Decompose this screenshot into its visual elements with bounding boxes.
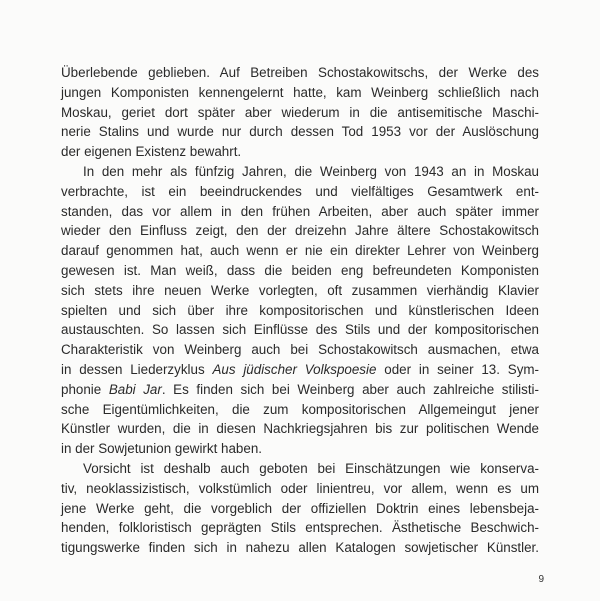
text-line: standen, das vor allem in den frühen Arbeiten, aber auch später immer: [61, 203, 539, 219]
text-line: Künstler wurden, die in diesen Nachkriegsjahren bis zur politischen Wende: [61, 421, 539, 437]
text-line: jene Werke geht, die vorgeblich der offiziellen Doktrin eines lebensbeja-: [61, 500, 539, 516]
body-text: [61, 63, 539, 558]
text-line: Überlebende geblieben. Auf Betreiben Schostakowitschs, der Werke des: [61, 65, 539, 80]
text-line: In den mehr als fünfzig Jahren, die Weinberg von 1943 an in Moskau: [83, 163, 539, 179]
text-line: der eigenen Existenz bewahrt.: [61, 144, 242, 160]
text-line: [61, 360, 539, 380]
text-line: henden, folkloristisch geprägten Stils entsprechen. Ästhetische Beschwich-: [61, 520, 539, 536]
text-line: nerie Stalins und wurde nur durch dessen Tod 1953 vor der Auslöschung: [61, 124, 539, 140]
text-fragment: . Es finden sich bei Weinberg aber auch zahlreiche stilisti-: [161, 381, 539, 397]
text-line: darauf genommen hat, auch wenn er nie ein direkter Lehrer von Weinberg: [61, 243, 539, 259]
text-line: Moskau, geriet dort später aber wiederum in die antisemitische Maschi-: [61, 104, 539, 120]
text-line: spielten und sich über ihre kompositorischen und künstlerischen Ideen: [61, 302, 539, 318]
text-line: austauschten. So lassen sich Einflüsse des Stils und der kompositorischen: [61, 322, 539, 338]
text-line: sche Eigentümlichkeiten, die zum kompositorischen Allgemeingut jener: [61, 401, 539, 417]
work-title-italic: Babi Jar: [108, 381, 162, 397]
paragraph-2: [61, 162, 539, 459]
text-line: tiv, neoklassizistisch, volkstümlich oder linientreu, vor allem, wenn es um: [61, 480, 539, 496]
text-fragment: in dessen Liederzyklus: [61, 361, 213, 377]
work-title-italic: Aus jüdischer Volkspoesie: [212, 361, 377, 377]
text-line: sich stets ihre neuen Werke vorlegten, oft zusammen vierhändig Klavier: [61, 282, 539, 298]
text-line: Charakteristik von Weinberg auch bei Schostakowitsch ausmachen, etwa: [61, 342, 539, 358]
text-line: [61, 380, 539, 400]
text-line: in der Sowjetunion gewirkt haben.: [61, 441, 262, 457]
page-number: 9: [538, 574, 544, 585]
paragraph-3: [61, 459, 539, 558]
text-line: gewesen ist. Man weiß, dass die beiden eng befreundeten Komponisten: [61, 262, 539, 278]
text-line: tigungswerke finden sich in nahezu allen Katalogen sowjetischer Künstler.: [61, 540, 539, 556]
text-fragment: phonie: [61, 381, 109, 397]
text-line: verbrachte, ist ein beeindruckendes und vielfältiges Gesamtwerk ent-: [61, 183, 539, 199]
text-line: Vorsicht ist deshalb auch geboten bei Einschätzungen wie konserva-: [83, 460, 539, 476]
text-fragment: oder in seiner 13. Sym-: [376, 361, 540, 377]
text-line: wieder den Einfluss zeigt, den der dreizehn Jahre ältere Schostakowitsch: [61, 223, 539, 239]
text-line: jungen Komponisten kennengelernt hatte, kam Weinberg schließlich nach: [61, 84, 539, 100]
paragraph-1: [61, 63, 539, 162]
